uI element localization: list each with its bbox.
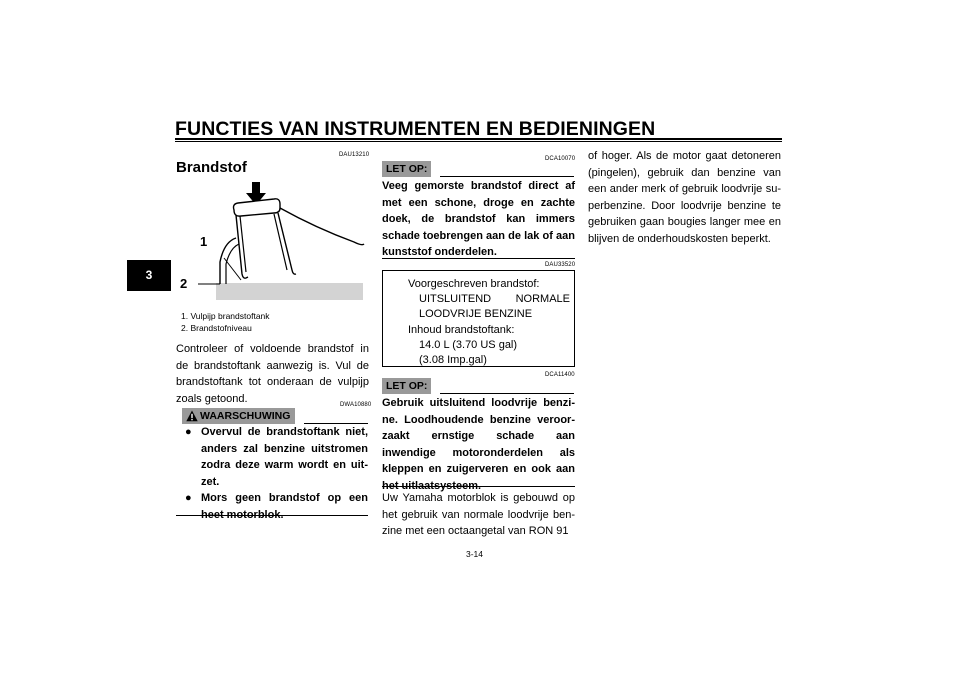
header-rule bbox=[175, 138, 782, 140]
fuel-type-label: Voorgeschreven brandstof: bbox=[408, 278, 540, 290]
figure-captions bbox=[181, 310, 270, 334]
section-code: DAU13210 bbox=[339, 152, 370, 158]
page-header-title: FUNCTIES VAN INSTRUMENTEN EN BEDIENINGEN bbox=[175, 118, 656, 140]
octane-text-continued: of hoger. Als de motor gaat detoneren (pingelen), gebruik dan benzine van een ander merk of gebruik loodvrije su-perbenzine. Door loodvrije benzine te gebruiken gaan bougies langer mee en blijven de onderhoudskosten beperkt. bbox=[588, 150, 781, 245]
octane-text: Uw Yamaha motorblok is gebouwd op het gebruik van normale loodvrije ben-zine met een octaangetal van RON 91 bbox=[382, 492, 575, 538]
page-number: 3-14 bbox=[466, 549, 484, 559]
caution2-rule-top bbox=[440, 393, 574, 394]
fuel-type-value-2: LOODVRIJE BENZINE bbox=[419, 308, 533, 321]
fuel-type-value-1: UITSLUITEND NORMALE bbox=[419, 293, 570, 306]
fuel-spec-box bbox=[382, 270, 575, 367]
caution1-rule-top bbox=[440, 176, 574, 177]
spec-code: DAU33520 bbox=[545, 262, 576, 268]
caution2-code: DCA11400 bbox=[545, 372, 575, 378]
warning-list bbox=[182, 424, 368, 524]
caption-2: 2. Brandstofniveau bbox=[181, 323, 252, 333]
fuel-spec-content bbox=[408, 277, 570, 368]
callout-1: 1 bbox=[200, 234, 208, 249]
callout-2: 2 bbox=[180, 276, 188, 291]
tank-capacity-value-2: (3.08 Imp.gal) bbox=[419, 354, 487, 367]
tank-capacity-label: Inhoud brandstoftank: bbox=[408, 323, 515, 336]
fuel-tank-illustration bbox=[176, 180, 366, 308]
header-rule-thin bbox=[175, 141, 782, 142]
warning-code: DWA10880 bbox=[340, 402, 372, 408]
section-title: Brandstof bbox=[176, 159, 247, 176]
caution2-rule-bottom bbox=[382, 486, 575, 487]
caption-1: 1. Vulpijp brandstoftank bbox=[181, 311, 270, 321]
tank-capacity-value-1: 14.0 L (3.70 US gal) bbox=[419, 338, 518, 351]
warning-item: ● Mors geen brandstof op een heet motorblok. bbox=[185, 492, 368, 521]
warning-badge bbox=[182, 408, 295, 424]
caution1-text: Veeg gemorste brandstof direct af met een schone, droge en zachte doek, de brandstof kan immers schade toebrengen aan de lak of aan kunststof onderdelen. bbox=[382, 180, 575, 259]
warning-triangle-icon bbox=[186, 410, 198, 422]
caution1-rule-bottom bbox=[382, 258, 575, 259]
warning-label: WAARSCHUWING bbox=[200, 410, 291, 422]
warning-item: ● Overvul de brandstoftank niet, anders zal benzine uitstromen zodra deze warm wordt en uit-zet. bbox=[185, 426, 368, 488]
caution1-badge: LET OP: bbox=[382, 161, 431, 177]
caution2-badge: LET OP: bbox=[382, 378, 431, 394]
warning-rule-bottom bbox=[176, 515, 368, 516]
fuel-instruction-text: Controleer of voldoende brandstof in de brandstoftank aanwezig is. Vul de brandstoftank tot onderaan de vulpijp zoals getoond. bbox=[176, 343, 369, 405]
fuel-tank-figure bbox=[176, 180, 366, 308]
chapter-tab: 3 bbox=[127, 260, 171, 291]
fuel-level-fill bbox=[216, 283, 363, 300]
caution1-code: DCA10070 bbox=[545, 156, 576, 162]
caution2-text: Gebruik uitsluitend loodvrije benzi-ne. Loodhoudende benzine veroor-zaakt ernstige schade aan inwendige motoronderdelen als kleppen en zuigerveren en ook aan het uitlaatsysteem. bbox=[382, 397, 575, 492]
